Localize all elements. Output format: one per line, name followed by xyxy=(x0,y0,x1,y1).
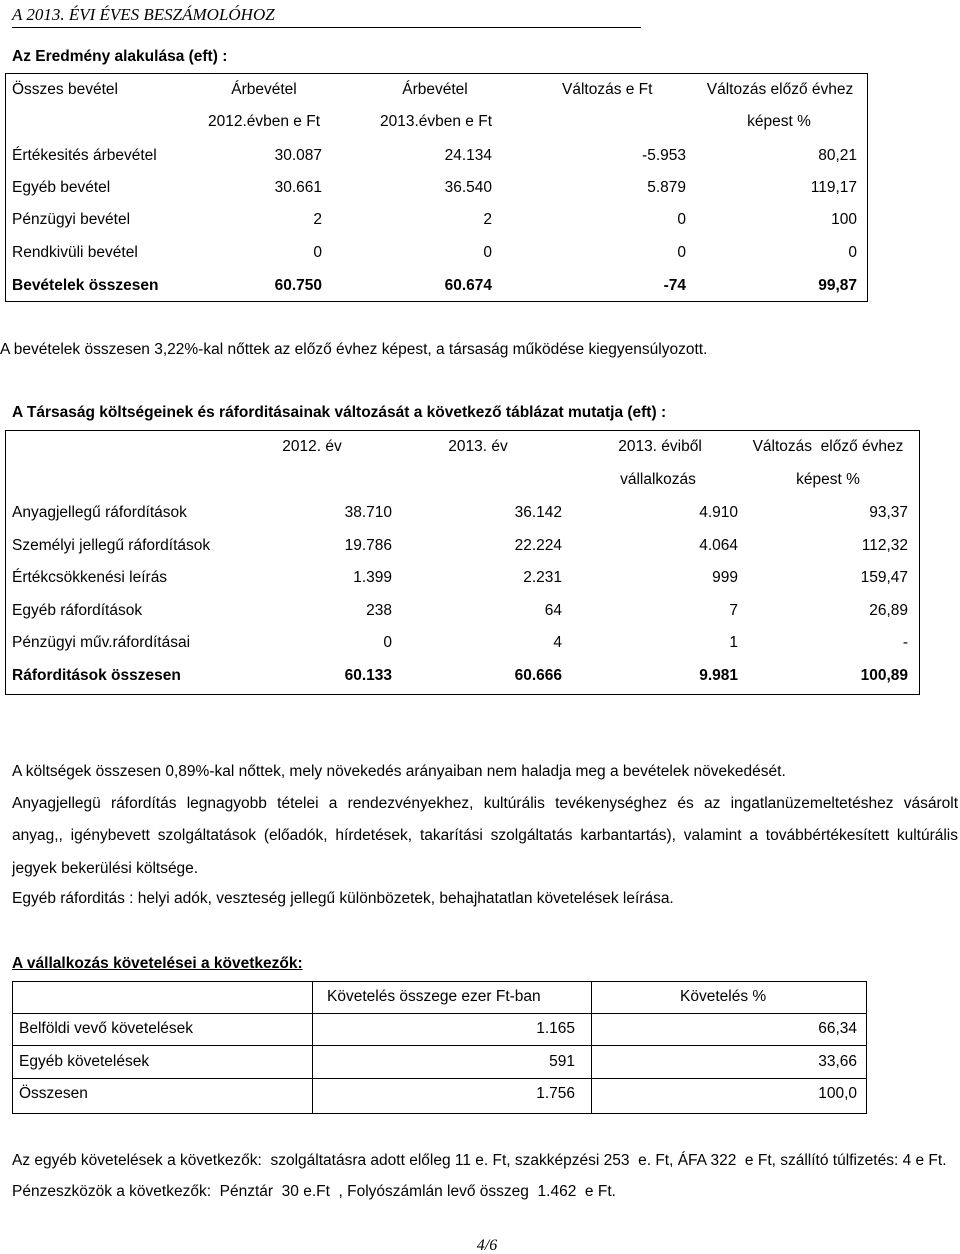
costs-row xyxy=(0,634,960,652)
costs-head-business-line1: 2013. éviből xyxy=(618,438,702,455)
value-pct: 0 xyxy=(848,244,857,261)
page-number: 4/6 xyxy=(476,1237,498,1254)
value-pct: 66,34 xyxy=(818,1020,857,1037)
other-receivables-note: Az egyéb követelések a következők: szolgáltatásra adott előleg 11 e. Ft, szakképzési 253 e. Ft, ÁFA 322 e Ft, szállító túlfizetés: 4 e Ft. xyxy=(12,1152,947,1169)
costs-heading: A Társaság költségeinek és ráforditásainak változását a következő táblázat mutatja (eft) : xyxy=(12,404,667,421)
cash-note: Pénzeszközök a következők: Pénztár 30 e.Ft , Folyószámlán levő összeg 1.462 e Ft. xyxy=(12,1183,616,1200)
value-business: 4.064 xyxy=(699,537,738,554)
row-label: Anyagjellegű ráfordítások xyxy=(12,504,187,521)
total-pct: 100,89 xyxy=(860,667,908,684)
row-label: Egyéb követelések xyxy=(19,1053,150,1070)
costs-row xyxy=(0,602,960,620)
value-pct: 26,89 xyxy=(869,602,908,619)
row-label: Értékcsökkenési leírás xyxy=(12,569,168,586)
receivables-row xyxy=(0,1053,960,1071)
value-amount: 1.165 xyxy=(536,1020,575,1037)
income-heading: Az Eredmény alakulása (eft) : xyxy=(12,48,228,65)
value-2012: 1.399 xyxy=(353,569,392,586)
costs-head-2013: 2013. év xyxy=(448,438,508,455)
value-2012: 30.661 xyxy=(274,179,322,196)
row-label: Összesen xyxy=(19,1085,88,1102)
total-2012: 60.750 xyxy=(274,277,322,294)
value-2012: 0 xyxy=(383,634,392,651)
total-business: 9.981 xyxy=(699,667,738,684)
costs-detail-line: jegyek bekerülési költsége. xyxy=(12,860,199,877)
value-business: 1 xyxy=(729,634,738,651)
table-row-divider xyxy=(12,1013,867,1014)
value-pct: 93,37 xyxy=(869,504,908,521)
costs-total-row xyxy=(0,667,960,685)
costs-row xyxy=(0,569,960,587)
costs-head-pct-line2: képest % xyxy=(796,471,860,488)
costs-head-pct-line1: Változás előző évhez xyxy=(752,438,904,455)
value-pct: 33,66 xyxy=(818,1053,857,1070)
value-2012: 38.710 xyxy=(344,504,392,521)
header-rule xyxy=(12,27,641,28)
value-pct: 80,21 xyxy=(818,147,857,164)
income-head-2012-line1: Árbevétel xyxy=(231,81,297,98)
value-amount: 1.756 xyxy=(536,1085,575,1102)
value-pct: 112,32 xyxy=(861,537,908,554)
income-head-2012-line2: 2012.évben e Ft xyxy=(207,113,321,130)
value-2013: 64 xyxy=(544,602,562,619)
income-total-row xyxy=(0,277,960,295)
receivables-row xyxy=(0,1085,960,1103)
value-business: 7 xyxy=(729,602,738,619)
value-pct: 119,17 xyxy=(810,179,857,196)
value-pct: 100,0 xyxy=(818,1085,857,1102)
total-pct: 99,87 xyxy=(818,277,857,294)
income-head-change: Változás e Ft xyxy=(562,81,653,98)
value-2013: 36.142 xyxy=(514,504,562,521)
value-2013: 36.540 xyxy=(444,179,492,196)
value-change: 0 xyxy=(677,244,686,261)
total-label: Ráforditások összesen xyxy=(12,667,181,684)
value-business: 999 xyxy=(712,569,738,586)
value-change: 0 xyxy=(677,211,686,228)
value-2013: 2.231 xyxy=(523,569,562,586)
value-pct: 159,47 xyxy=(860,569,908,586)
costs-head-2012: 2012. év xyxy=(282,438,342,455)
row-label: Pénzügyi műv.ráfordításai xyxy=(12,634,191,651)
value-2012: 2 xyxy=(313,211,322,228)
value-change: 5.879 xyxy=(647,179,686,196)
value-amount: 591 xyxy=(549,1053,575,1070)
row-label: Belföldi vevő követelések xyxy=(19,1020,194,1037)
costs-note: A költségek összesen 0,89%-kal nőttek, mely növekedés arányaiban nem haladja meg a bevételek növekedését. xyxy=(12,763,786,780)
total-2013: 60.674 xyxy=(444,277,492,294)
income-head-pct-line2: képest % xyxy=(747,113,811,130)
costs-row xyxy=(0,504,960,522)
value-2013: 22.224 xyxy=(514,537,562,554)
total-2012: 60.133 xyxy=(344,667,392,684)
costs-other-note: Egyéb ráforditás : helyi adók, veszteség jellegű különbözetek, behajhatatlan követelések leírása. xyxy=(12,890,674,907)
costs-row xyxy=(0,537,960,555)
income-note: A bevételek összesen 3,22%-kal nőttek az előző évhez képest, a társaság működése kiegyensúlyozott. xyxy=(0,341,708,358)
receivables-head-amount: Követelés összege ezer Ft-ban xyxy=(327,988,541,1005)
income-head-label: Összes bevétel xyxy=(12,81,118,98)
row-label: Egyéb ráfordítások xyxy=(12,602,143,619)
income-head-2013-line1: Árbevétel xyxy=(402,81,468,98)
total-change: -74 xyxy=(663,277,686,294)
value-2013: 4 xyxy=(553,634,562,651)
receivables-row xyxy=(0,1020,960,1038)
receivables-head-pct: Követelés % xyxy=(680,988,767,1005)
income-row xyxy=(0,147,960,165)
document-header-title: A 2013. ÉVI ÉVES BESZÁMOLÓHOZ xyxy=(12,5,275,24)
value-2012: 30.087 xyxy=(274,147,322,164)
row-label: Rendkivüli bevétel xyxy=(12,244,138,261)
row-label: Személyi jellegű ráfordítások xyxy=(12,537,211,554)
income-row xyxy=(0,211,960,229)
value-pct: 100 xyxy=(831,211,857,228)
income-row xyxy=(0,244,960,262)
costs-detail-line: Anyagjellegü ráfordítás legnagyobb tételei a rendezvényekhez, kultúrális tevékenységhez és az ingatlanüzemeltetéshez vásárolt xyxy=(12,795,958,812)
total-label: Bevételek összesen xyxy=(12,277,159,294)
value-business: 4.910 xyxy=(699,504,738,521)
income-row xyxy=(0,179,960,197)
row-label: Értékesités árbevétel xyxy=(12,147,157,164)
table-row-divider xyxy=(12,1078,867,1079)
value-2012: 0 xyxy=(313,244,322,261)
income-head-pct-line1: Változás előző évhez xyxy=(706,81,854,98)
income-head-2013-line2: 2013.évben e Ft xyxy=(379,113,493,130)
value-2013: 2 xyxy=(483,211,492,228)
costs-table xyxy=(5,430,920,695)
value-pct: - xyxy=(902,634,908,651)
costs-head-business-line2: vállalkozás xyxy=(620,471,696,488)
row-label: Egyéb bevétel xyxy=(12,179,111,196)
receivables-heading: A vállalkozás követelései a következők: xyxy=(12,955,303,972)
value-2012: 19.786 xyxy=(344,537,392,554)
value-change: -5.953 xyxy=(642,147,686,164)
value-2013: 24.134 xyxy=(444,147,492,164)
row-label: Pénzügyi bevétel xyxy=(12,211,131,228)
value-2013: 0 xyxy=(483,244,492,261)
table-row-divider xyxy=(12,1045,867,1046)
costs-detail-line: anyag,, igénybevett szolgáltatások (előadók, hírdetések, takarítási szolgáltatás karbantartás), valamint a továbbértékesített kultúrális xyxy=(12,827,958,844)
total-2013: 60.666 xyxy=(514,667,562,684)
value-2012: 238 xyxy=(366,602,392,619)
